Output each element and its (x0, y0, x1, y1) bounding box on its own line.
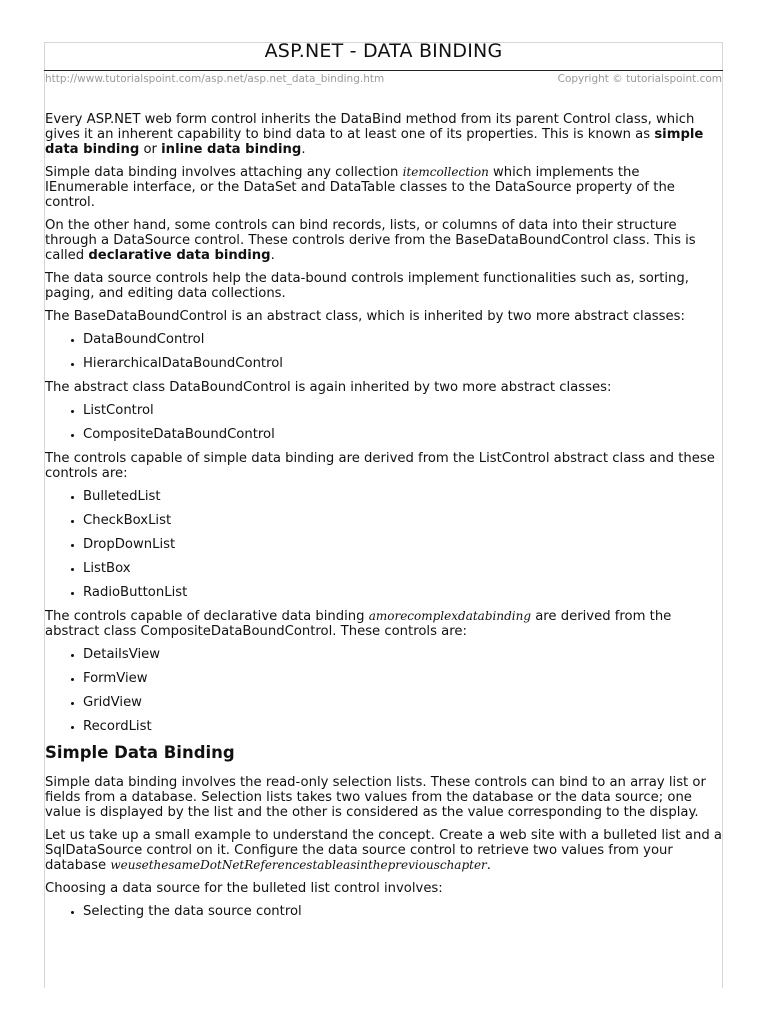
paragraph-base-class: The BaseDataBoundControl is an abstract class, which is inherited by two more abstract classes: (45, 309, 685, 324)
paragraph-datasource-controls: The data source controls help the data-bound controls implement functionalities such as, sorting, paging, and editing data collections. (45, 271, 689, 301)
list-databound-subclasses (45, 403, 725, 442)
section-heading: Simple Data Binding (45, 743, 235, 762)
list-item: • RadioButtonList (83, 585, 725, 600)
page-title: ASP.NET - DATA BINDING (264, 40, 503, 62)
paragraph-declarative: On the other hand, some controls can bind records, lists, or columns of data into their structure through a DataSource control. These controls derive from the BaseDataBoundControl class. This is called declarative data binding. (45, 218, 696, 263)
list-item: • Selecting the data source control (83, 904, 725, 919)
paragraph-selection-lists: Simple data binding involves the read-only selection lists. These controls can bind to an array list or fields from a database. Selection lists takes two values from the database or the data source; one value is displayed by the list and the other is considered as the value corresponding to the display. (45, 775, 706, 820)
paragraph-intro: Every ASP.NET web form control inherits the DataBind method from its parent Control class, which gives it an inherent capability to bind data to at least one of its properties. This is known as simple data binding or inline data binding. (45, 112, 704, 157)
list-item: • DataBoundControl (83, 332, 725, 347)
list-item: • FormView (83, 671, 725, 686)
paragraph-declarative-controls: The controls capable of declarative data binding amorecomplexdatabinding are derived from the abstract class CompositeDataBoundControl. These controls are: (45, 609, 672, 639)
list-simple-controls (45, 489, 725, 600)
list-item: • ListControl (83, 403, 725, 418)
list-item: • CheckBoxList (83, 513, 725, 528)
paragraph-simple-binding: Simple data binding involves attaching any collection itemcollection which implements the IEnumerable interface, or the DataSet and DataTable classes to the DataSource property of the control. (45, 165, 675, 210)
paragraph-simple-controls: The controls capable of simple data binding are derived from the ListControl abstract class and these controls are: (45, 451, 715, 481)
list-declarative-controls (45, 647, 725, 734)
paragraph-example: Let us take up a small example to understand the concept. Create a web site with a bulleted list and a SqlDataSource control on it. Configure the data source control to retrieve two values from your database weusethesameDotNetReferencestableasinthepreviouschapter. (45, 828, 722, 873)
list-steps (45, 904, 725, 919)
header-divider (44, 70, 723, 71)
article-body (45, 112, 725, 928)
list-item: • BulletedList (83, 489, 725, 504)
list-item: • RecordList (83, 719, 725, 734)
list-item: • DetailsView (83, 647, 725, 662)
list-item: • DropDownList (83, 537, 725, 552)
list-item: • HierarchicalDataBoundControl (83, 356, 725, 371)
paragraph-databoundcontrol: The abstract class DataBoundControl is again inherited by two more abstract classes: (45, 380, 612, 395)
list-item: • ListBox (83, 561, 725, 576)
source-url[interactable]: http://www.tutorialspoint.com/asp.net/asp.net_data_binding.htm (45, 73, 385, 85)
list-item: • CompositeDataBoundControl (83, 427, 725, 442)
copyright-notice: Copyright © tutorialspoint.com (557, 73, 722, 85)
list-item: • GridView (83, 695, 725, 710)
list-abstract-classes (45, 332, 725, 371)
paragraph-choosing-source: Choosing a data source for the bulleted list control involves: (45, 881, 443, 896)
